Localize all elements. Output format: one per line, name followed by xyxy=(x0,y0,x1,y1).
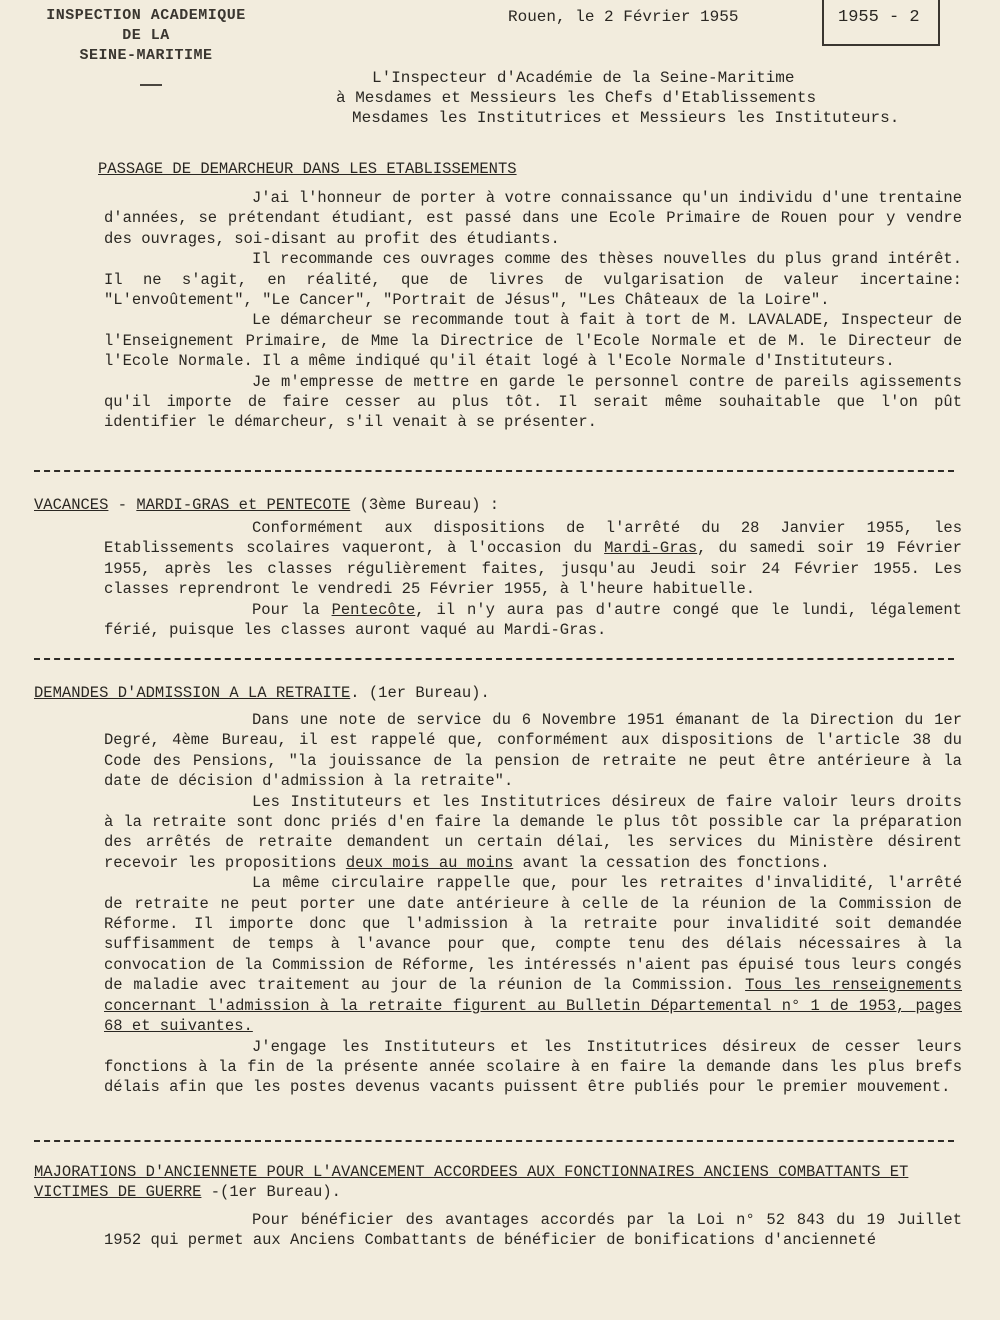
paragraph: La même circulaire rappelle que, pour les retraites d'invalidité, l'arrêté de retraite ne peut porter une date antérieure à celle de la réunion de la Commission de Réforme. Il importe donc que l'admission à la retraite pour invalidité soit demandée suffisamment de temps à l'avance pour que, compte tenu des délais nécessaires à la convocation de la Commission de Réforme, les intéressés n'aient pas épuisé tous leurs congés de maladie avec traitement au jour de la réunion de la Commission. Tous les renseignements concernant l'admission à la retraite figurent au Bulletin Départemental n° 1 de 1953, pages 68 et suivantes. xyxy=(104,874,963,1036)
paragraph: J'ai l'honneur de porter à votre connaissance qu'un individu d'une trentaine d'années, se prétendant étudiant, est passé dans une Ecole Primaire de Rouen pour y vendre des ouvrages, soi-disant au profit des étudiants. xyxy=(104,189,962,248)
section-body-retraite xyxy=(104,710,962,1098)
paragraph: J'engage les Instituteurs et les Institutrices désireux de cesser leurs fonctions à la fin de la présente année scolaire à en faire la demande dans les plus brefs délais afin que les postes devenus vacants puissent être publiés pour le premier mouvement. xyxy=(104,1037,962,1097)
section-body-majorations xyxy=(104,1210,962,1251)
recipient-line-2: à Mesdames et Messieurs les Chefs d'Etablissements xyxy=(336,89,817,107)
section-title-retraite: DEMANDES D'ADMISSION A LA RETRAITE. (1er Bureau). xyxy=(34,684,490,702)
section-title-vacances: VACANCES - MARDI-GRAS et PENTECOTE (3ème Bureau) : xyxy=(34,496,500,514)
section-divider xyxy=(34,1140,954,1142)
section-divider xyxy=(34,470,954,472)
header-dash xyxy=(140,84,162,86)
paragraph: Les Instituteurs et les Institutrices désireux de faire valoir leurs droits à la retraite sont donc priés d'en faire la demande le plus tôt possible car la préparation des arrêtés de retraite demandent un certain délai, les services du Ministère désirent recevoir les propositions deux mois au moins avant la cessation des fonctions. xyxy=(104,792,962,872)
recipient-line-1: L'Inspecteur d'Académie de la Seine-Maritime xyxy=(372,69,795,87)
paragraph: Je m'empresse de mettre en garde le personnel contre de pareils agissements qu'il importe de faire cesser au plus tôt. Il serait même souhaitable que l'on pût identifier le démarcheur, s'il venait à se présenter. xyxy=(104,372,962,432)
recipients-block xyxy=(336,68,976,128)
reference-box xyxy=(822,0,940,46)
org-line-1: INSPECTION ACADEMIQUE xyxy=(46,7,246,24)
issuing-office xyxy=(36,6,256,66)
section-title-majorations: MAJORATIONS D'ANCIENNETE POUR L'AVANCEMENT ACCORDEES AUX FONCTIONNAIRES ANCIENS COMBATTANTS ET VICTIMES DE GUERRE -(1er Bureau). xyxy=(34,1163,909,1201)
paragraph: Il recommande ces ouvrages comme des thèses nouvelles du plus grand intérêt. Il ne s'agit, en réalité, que de livres de vulgarisation de valeur incertaine: "L'envoûtement", "Le Cancer", "Portrait de Jésus", "Les Châteaux de la Loire". xyxy=(104,250,962,310)
reference-number: 1955 - 2 xyxy=(838,8,920,27)
org-line-3: SEINE-MARITIME xyxy=(79,47,213,64)
paragraph: Pour la Pentecôte, il n'y aura pas d'autre congé que le lundi, légalement férié, puisque les classes auront vaqué au Mardi-Gras. xyxy=(104,600,962,640)
paragraph: Dans une note de service du 6 Novembre 1951 émanant de la Direction du 1er Degré, 4ème Bureau, il est rappelé que, conformément aux dispositions de l'article 38 du Code des Pensions, "la jouissance de la pension de retraite ne peut être antérieure à la date de décision d'admission à la retraite". xyxy=(104,711,962,791)
section-body-demarcheur xyxy=(104,188,962,433)
org-line-2: DE LA xyxy=(122,27,170,44)
recipient-line-3: Mesdames les Institutrices et Messieurs les Instituteurs. xyxy=(352,109,900,127)
section-title-demarcheur: PASSAGE DE DEMARCHEUR DANS LES ETABLISSEMENTS xyxy=(98,160,517,178)
paragraph: Pour bénéficier des avantages accordés par la Loi n° 52 843 du 19 Juillet 1952 qui permet aux Anciens Combattants de bénéficier de bonifications d'ancienneté xyxy=(104,1211,962,1250)
paragraph: Conformément aux dispositions de l'arrêté du 28 Janvier 1955, les Etablissements scolaires vaqueront, à l'occasion du Mardi-Gras, du samedi soir 19 Février 1955, après les classes régulièrement faites, jusqu'au Jeudi soir 24 Février 1955. Les classes reprendront le vendredi 25 Février 1955, à l'heure habituelle. xyxy=(104,519,962,599)
section-body-vacances xyxy=(104,518,962,640)
date-line: Rouen, le 2 Février 1955 xyxy=(508,8,739,26)
paragraph: Le démarcheur se recommande tout à fait à tort de M. LAVALADE, Inspecteur de l'Enseignement Primaire, de Mme la Directrice de l'Ecole Normale et de M. le Directeur de l'Ecole Normale. Il a même indiqué qu'il était logé à l'Ecole Normale d'Instituteurs. xyxy=(104,311,962,371)
section-divider xyxy=(34,658,954,660)
